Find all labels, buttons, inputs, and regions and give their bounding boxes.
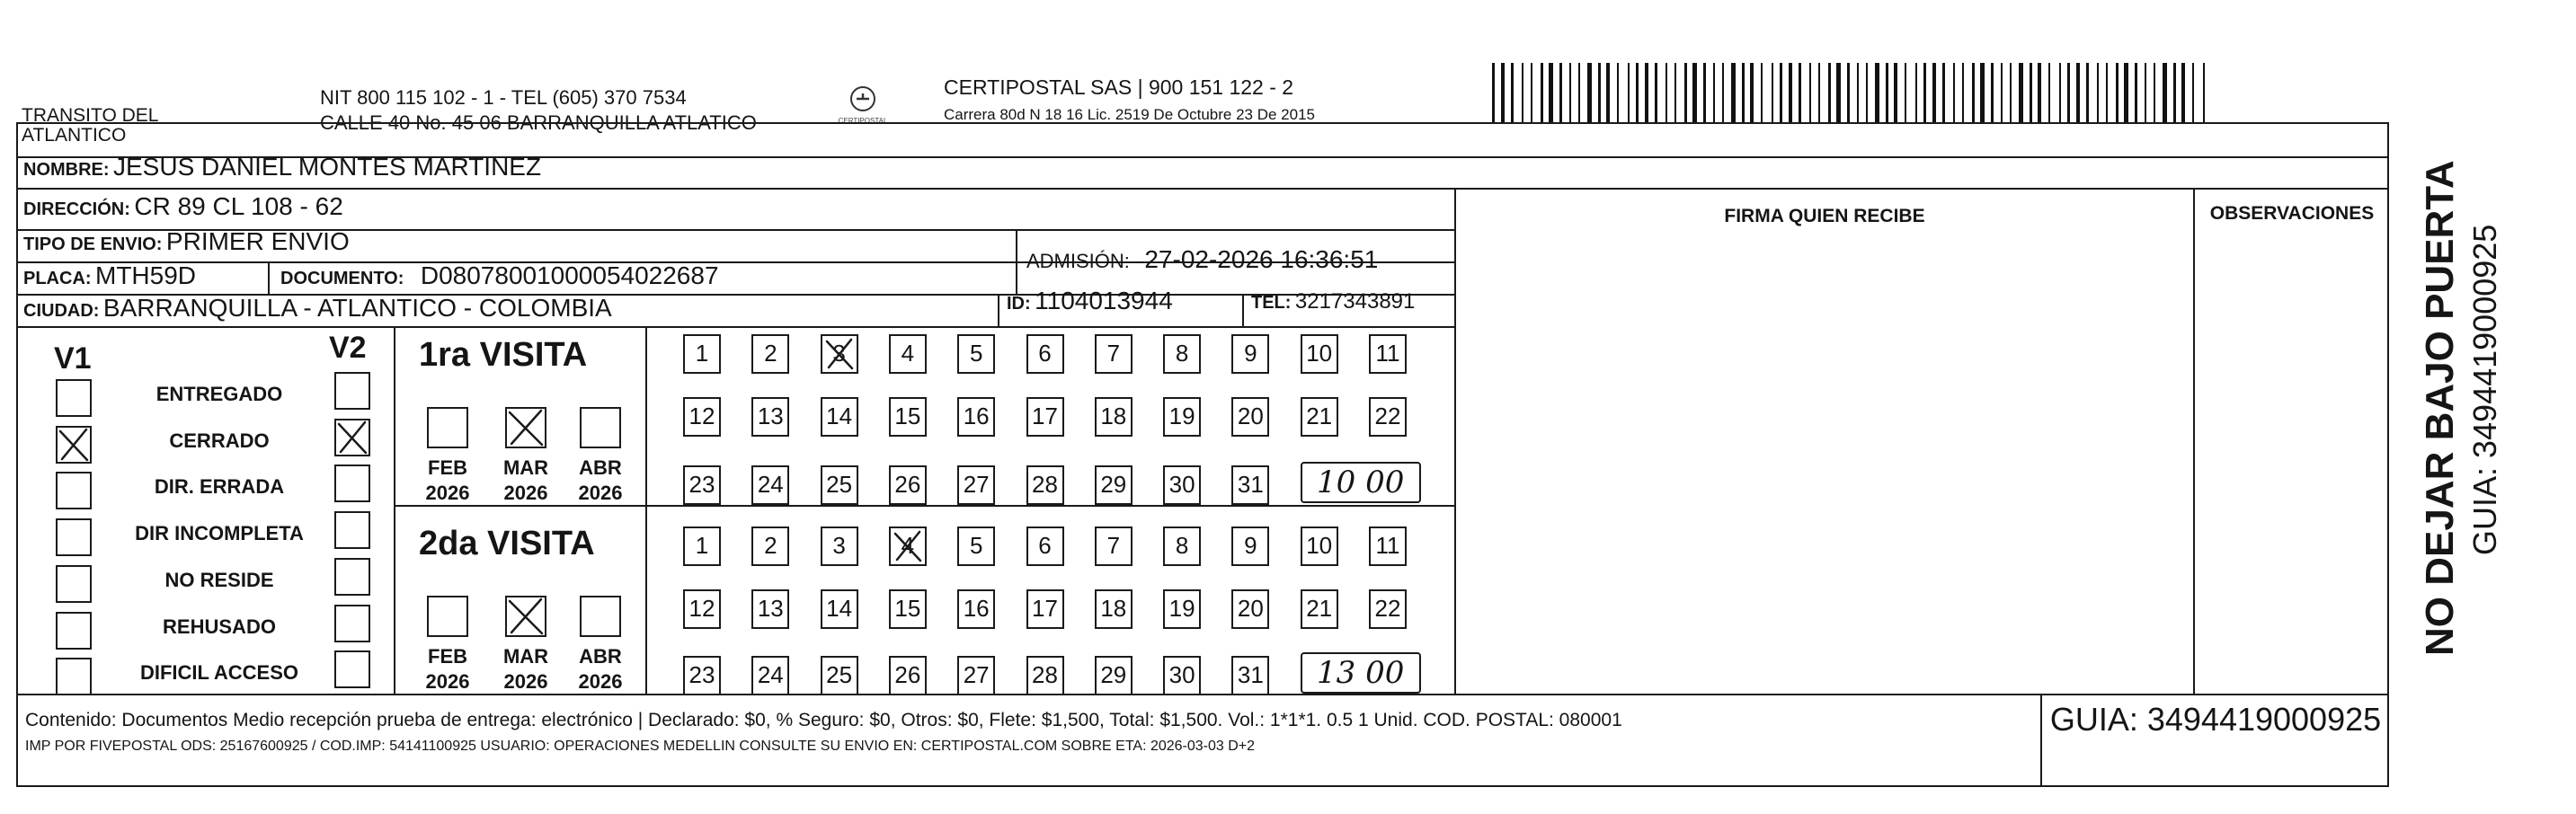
status-option-label: ENTREGADO	[155, 383, 283, 405]
first-visit-day[interactable]: 10	[1301, 334, 1338, 374]
status-option-label: DIR INCOMPLETA	[135, 522, 304, 545]
barcode-bar	[1645, 63, 1648, 122]
first-visit-day[interactable]: 27	[957, 465, 995, 505]
first-visit-day[interactable]: 26	[889, 465, 927, 505]
id-label: ID:	[1007, 294, 1031, 314]
barcode-bar	[1511, 63, 1514, 122]
barcode-bar	[1847, 63, 1850, 122]
observations-header: OBSERVACIONES	[2209, 203, 2375, 224]
first-visit-day[interactable]: 4	[889, 334, 927, 374]
first-visit-day[interactable]: 15	[889, 397, 927, 437]
carrier-logo-text: CERTIPOSTAL	[838, 117, 888, 125]
second-visit-day[interactable]: 24	[751, 656, 789, 695]
v2-label: V2	[329, 331, 367, 365]
first-visit-day[interactable]: 7	[1095, 334, 1133, 374]
document-label: DOCUMENTO:	[280, 269, 404, 288]
barcode-bar	[1569, 63, 1571, 122]
barcode-bar	[1617, 63, 1619, 122]
first-visit-time: 10 00	[1301, 462, 1421, 503]
id-value: 1104013944	[1035, 287, 1173, 314]
first-visit-day[interactable]: 3	[821, 334, 858, 374]
barcode-bar	[2154, 63, 2155, 122]
barcode-bar	[2135, 63, 2137, 122]
barcode-bar	[1713, 63, 1715, 122]
second-visit-time: 13 00	[1301, 652, 1421, 694]
first-visit-day[interactable]: 17	[1026, 397, 1064, 437]
barcode-bar	[1772, 63, 1773, 122]
first-visit-day[interactable]: 23	[683, 465, 721, 505]
first-visit-day[interactable]: 21	[1301, 397, 1338, 437]
shipment-label: TIPO DE ENVIO:	[23, 234, 163, 254]
recipient-name: JESUS DANIEL MONTES MARTINEZ	[113, 153, 542, 181]
barcode-bar	[2086, 63, 2089, 122]
barcode-bar	[1549, 63, 1553, 122]
v1-label: V1	[54, 341, 92, 376]
barcode-bar	[2145, 63, 2146, 122]
first-visit-day[interactable]: 8	[1163, 334, 1201, 374]
barcode-bar	[1991, 63, 1994, 122]
second-visit-day[interactable]: 7	[1095, 526, 1133, 566]
first-visit-month-year: 2026	[425, 482, 470, 504]
second-visit-month-year: 2026	[503, 670, 548, 693]
sender-name: TRANSITO DEL ATLANTICO	[22, 105, 158, 146]
barcode-bar	[2097, 63, 2099, 122]
second-visit-day[interactable]: 8	[1163, 526, 1201, 566]
first-visit-day[interactable]: 22	[1369, 397, 1407, 437]
barcode-bar	[1578, 63, 1580, 122]
barcode-bar	[2181, 63, 2185, 122]
first-visit-day[interactable]: 28	[1026, 465, 1064, 505]
barcode-bar	[1875, 63, 1879, 122]
recipient-address-row	[23, 192, 343, 221]
shipment-type-row	[23, 227, 350, 256]
second-visit-day[interactable]: 9	[1231, 526, 1269, 566]
barcode-bar	[2019, 63, 2023, 122]
first-visit-day[interactable]: 6	[1026, 334, 1064, 374]
barcode-bar	[2048, 63, 2050, 122]
second-visit-month-label: FEB	[428, 645, 467, 668]
barcode-bar	[1655, 63, 1657, 122]
second-visit-month-box[interactable]	[505, 596, 546, 637]
barcode-bar	[1703, 63, 1706, 122]
second-visit-day[interactable]: 28	[1026, 656, 1064, 695]
tel-label: TEL:	[1251, 293, 1292, 313]
second-visit-day[interactable]: 15	[889, 589, 927, 629]
first-visit-day[interactable]: 24	[751, 465, 789, 505]
first-visit-day[interactable]: 29	[1095, 465, 1133, 505]
first-visit-title: 1ra VISITA	[419, 336, 588, 374]
document-value: D08078001000054022687	[420, 261, 719, 289]
side-guia: GUIA: 3494419000925	[2466, 224, 2503, 555]
status-option-label: REHUSADO	[163, 615, 276, 638]
barcode-bar	[1972, 63, 1975, 122]
barcode-bar	[1559, 63, 1562, 122]
barcode-bar	[1598, 63, 1601, 122]
first-visit-month-label: ABR	[579, 456, 622, 479]
barcode-bar	[2067, 63, 2070, 122]
second-visit-day[interactable]: 11	[1369, 526, 1407, 566]
barcode-bar	[1666, 63, 1667, 122]
barcode-bar	[1886, 63, 1888, 122]
observations-area[interactable]	[2195, 232, 2389, 692]
second-visit-day[interactable]: 3	[821, 526, 858, 566]
barcode-bar	[2192, 63, 2194, 122]
barcode-bar	[2001, 63, 2003, 122]
first-visit-day[interactable]: 14	[821, 397, 858, 437]
first-visit-month-box[interactable]	[427, 407, 468, 448]
barcode-bar	[1953, 63, 1955, 122]
first-visit-day[interactable]: 31	[1231, 465, 1269, 505]
second-visit-day[interactable]: 18	[1095, 589, 1133, 629]
name-label: NOMBRE:	[23, 160, 110, 180]
admission-row	[1026, 245, 1378, 274]
sender-nit-line: NIT 800 115 102 - 1 - TEL (605) 370 7534	[320, 86, 687, 109]
plate-label: PLACA:	[23, 269, 92, 288]
barcode-bar	[1628, 63, 1630, 122]
barcode-bar	[2116, 63, 2119, 122]
barcode-bar	[1742, 63, 1745, 122]
v1-checkbox[interactable]	[56, 612, 92, 650]
id-row	[1007, 287, 1173, 315]
barcode-bar	[1722, 63, 1724, 122]
carrier-license-line: Carrera 80d N 18 16 Lic. 2519 De Octubre 23 De 2015	[944, 106, 1315, 123]
barcode-bar	[1866, 63, 1868, 122]
barcode-bar	[2106, 63, 2108, 122]
recipient-address: CR 89 CL 108 - 62	[134, 192, 343, 220]
first-visit-day[interactable]: 20	[1231, 397, 1269, 437]
barcode-bar	[1818, 63, 1820, 122]
first-visit-day[interactable]: 2	[751, 334, 789, 374]
second-visit-day[interactable]: 6	[1026, 526, 1064, 566]
barcode-bar	[1606, 63, 1610, 122]
barcode-bar	[1828, 63, 1831, 122]
barcode-bar	[1692, 63, 1697, 122]
barcode-bar	[1492, 63, 1495, 122]
second-visit-title: 2da VISITA	[419, 525, 595, 562]
first-visit-month-label: MAR	[502, 456, 549, 479]
barcode-bar	[2124, 63, 2128, 122]
city-label: CIUDAD:	[23, 301, 100, 321]
barcode-bar	[2038, 63, 2041, 122]
plate-row	[23, 261, 196, 290]
second-visit-day[interactable]: 14	[821, 589, 858, 629]
first-visit-day[interactable]: 18	[1095, 397, 1133, 437]
barcode-bar	[1731, 63, 1736, 122]
admission-value: 27-02-2026 16:36:51	[1144, 245, 1379, 273]
barcode-bar	[2173, 63, 2176, 122]
plate-value: MTH59D	[95, 261, 197, 289]
barcode-bar	[1684, 63, 1687, 122]
second-visit-day[interactable]: 29	[1095, 656, 1133, 695]
city-value: BARRANQUILLA - ATLANTICO - COLOMBIA	[102, 294, 612, 322]
document-row	[280, 261, 719, 290]
v1-checkbox[interactable]	[56, 472, 92, 509]
signature-area[interactable]	[1456, 232, 2193, 692]
second-visit-day[interactable]: 4	[889, 526, 927, 566]
second-visit-month-label: ABR	[579, 645, 622, 668]
second-visit-day[interactable]: 26	[889, 656, 927, 695]
barcode-bar	[2030, 63, 2032, 122]
barcode-bar	[2076, 63, 2080, 122]
first-visit-month-box[interactable]	[580, 407, 621, 448]
side-warning: NO DEJAR BAJO PUERTA	[2418, 160, 2462, 656]
first-visit-month-box[interactable]	[505, 407, 546, 448]
status-option-label: DIR. ERRADA	[154, 475, 285, 499]
v1-checkbox[interactable]	[56, 518, 92, 556]
second-visit-day[interactable]: 19	[1163, 589, 1201, 629]
barcode-bar	[1857, 63, 1859, 122]
first-visit-day[interactable]: 9	[1231, 334, 1269, 374]
v1-checkbox[interactable]	[56, 565, 92, 603]
barcode-bar	[1915, 63, 1917, 122]
barcode-bar	[1799, 63, 1801, 122]
barcode-bar	[1761, 63, 1763, 122]
second-visit-day[interactable]: 13	[751, 589, 789, 629]
first-visit-day[interactable]: 1	[683, 334, 721, 374]
status-option-label: CERRADO	[169, 429, 270, 452]
imp-line: IMP POR FIVEPOSTAL ODS: 25167600925 / COD.IMP: 54141100925 USUARIO: OPERACIONES MEDELLIN CONSULTE SU ENVIO EN: CERTIPOSTAL.COM SOBRE ETA: 2026-03-03 D+2	[25, 739, 1256, 754]
second-visit-day[interactable]: 21	[1301, 589, 1338, 629]
second-visit-month-box[interactable]	[427, 596, 468, 637]
v1-checkbox[interactable]	[56, 426, 92, 464]
shipment-type: PRIMER ENVIO	[165, 227, 350, 255]
barcode-bar	[1541, 63, 1543, 122]
second-visit-day[interactable]: 27	[957, 656, 995, 695]
barcode-bar	[1531, 63, 1532, 122]
second-visit-day[interactable]: 20	[1231, 589, 1269, 629]
first-visit-month-label: FEB	[428, 456, 467, 479]
first-visit-day[interactable]: 12	[683, 397, 721, 437]
barcode-bar	[1501, 63, 1505, 122]
barcode-bar	[2059, 63, 2061, 122]
barcode-bar	[1905, 63, 1906, 122]
status-option-label: NO RESIDE	[164, 568, 274, 591]
barcode-bar	[1962, 63, 1964, 122]
v1-checkbox[interactable]	[56, 379, 92, 417]
contents-line: Contenido: Documentos Medio recepción prueba de entrega: electrónico | Declarado: $0, % Seguro: $0, Otros: $0, Flete: $1,500, Total: $1,500. Vol.: 1*1*1. 0.5 1 Unid. COD. POSTAL: 080001	[25, 710, 1622, 730]
second-visit-day[interactable]: 25	[821, 656, 858, 695]
second-visit-day[interactable]: 31	[1231, 656, 1269, 695]
barcode-bar	[2203, 63, 2205, 122]
barcode-bar	[1980, 63, 1985, 122]
barcode-bar	[1750, 63, 1754, 122]
second-visit-month-box[interactable]	[580, 596, 621, 637]
first-visit-day[interactable]: 11	[1369, 334, 1407, 374]
sender-address-line: CALLE 40 No. 45 06 BARRANQUILLA ATLATICO	[320, 111, 757, 134]
barcode	[1492, 63, 2220, 124]
second-visit-day[interactable]: 1	[683, 526, 721, 566]
city-row	[23, 294, 612, 323]
first-visit-day[interactable]: 30	[1163, 465, 1201, 505]
v1-checkbox[interactable]	[56, 658, 92, 695]
address-label: DIRECCIÓN:	[23, 199, 130, 219]
first-visit-day[interactable]: 19	[1163, 397, 1201, 437]
second-visit-day[interactable]: 17	[1026, 589, 1064, 629]
barcode-bar	[1836, 63, 1841, 122]
first-visit-month-year: 2026	[578, 482, 623, 504]
carrier-name-line: CERTIPOSTAL SAS | 900 151 122 - 2	[944, 75, 1294, 99]
second-visit-day[interactable]: 16	[957, 589, 995, 629]
second-visit-day[interactable]: 5	[957, 526, 995, 566]
barcode-bar	[1894, 63, 1897, 122]
second-visit-month-year: 2026	[425, 670, 470, 693]
first-visit-day[interactable]: 25	[821, 465, 858, 505]
second-visit-month-year: 2026	[578, 670, 623, 693]
first-visit-day[interactable]: 13	[751, 397, 789, 437]
first-visit-day[interactable]: 5	[957, 334, 995, 374]
second-visit-day[interactable]: 12	[683, 589, 721, 629]
barcode-bar	[1587, 63, 1592, 122]
first-visit-month-year: 2026	[503, 482, 548, 504]
barcode-bar	[1789, 63, 1792, 122]
second-visit-day[interactable]: 30	[1163, 656, 1201, 695]
second-visit-month-label: MAR	[502, 645, 549, 668]
tel-value: 3217343891	[1294, 289, 1416, 314]
barcode-bar	[1923, 63, 1926, 122]
admission-label: ADMISIÓN:	[1026, 250, 1130, 272]
second-visit-day[interactable]: 23	[683, 656, 721, 695]
barcode-bar	[2163, 63, 2167, 122]
recipient-name-row	[23, 153, 541, 181]
signature-header: FIRMA QUIEN RECIBE	[1724, 206, 1925, 226]
barcode-bar	[1942, 63, 1945, 122]
second-visit-day[interactable]: 10	[1301, 526, 1338, 566]
barcode-bar	[1809, 63, 1811, 122]
footer-guia: GUIA: 3494419000925	[2049, 701, 2382, 738]
second-visit-day[interactable]: 22	[1369, 589, 1407, 629]
barcode-bar	[1674, 63, 1676, 122]
second-visit-day[interactable]: 2	[751, 526, 789, 566]
barcode-bar	[1522, 63, 1523, 122]
barcode-bar	[2010, 63, 2012, 122]
barcode-bar	[1932, 63, 1936, 122]
barcode-bar	[1636, 63, 1639, 122]
status-option-label: DIFICIL ACCESO	[139, 661, 298, 685]
tel-row	[1251, 289, 1415, 314]
first-visit-day[interactable]: 16	[957, 397, 995, 437]
barcode-bar	[1780, 63, 1782, 122]
